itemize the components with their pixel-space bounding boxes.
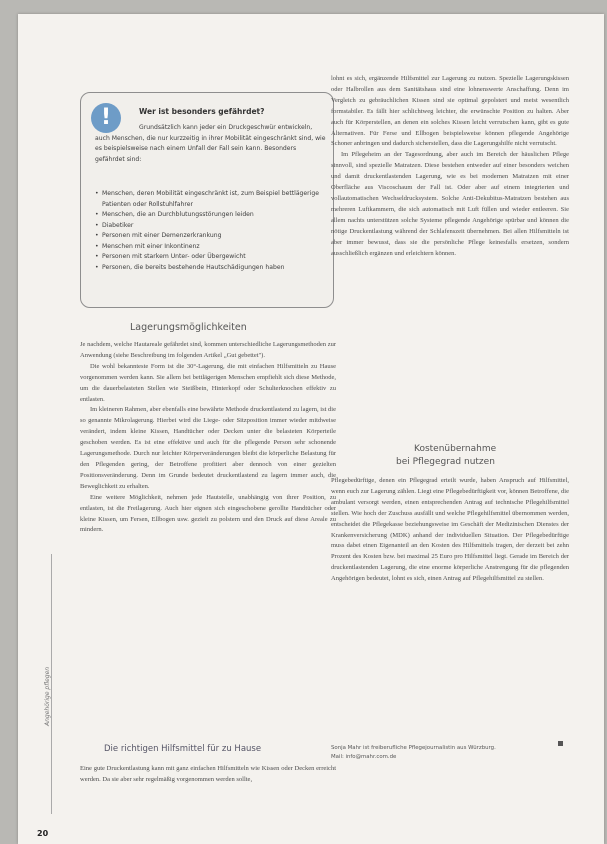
paragraph: Je nachdem, welche Hautareale gefährdet sind, kommen unterschiedliche Lagerungsmethoden zur Anwendung (siehe Beschreibung im folgenden Artikel „Gut gebettet").: [80, 341, 336, 359]
exclamation-icon: !: [91, 103, 121, 133]
sidebar-rule: [51, 554, 52, 814]
risk-list: [95, 189, 327, 273]
right-column-text: [331, 74, 569, 259]
paragraph: Eine weitere Möglichkeit, nehmen jede Hautstelle, unabhängig von ihrer Position, zu entlasten, ist die Freilagerung. Auch hier eignen sich eingeschobene gerollte Handtücher oder kleine Kissen, um Fersen, Ellbogen usw. gezielt zu polstern und den Druck auf diese Areale zu mindern.: [80, 493, 336, 534]
page-number: 20: [37, 829, 49, 838]
paragraph: Pflegebedürftige, denen ein Pflegegrad erteilt wurde, haben Anspruch auf Hilfsmittel, wenn euch zur Lagerung zählen. Liegt eine Pflegebedürftigkeit vor, können Betroffene, die ambulant versorgt werden, einen entsprechenden Antrag auf technische Pflegehilfsmittel stellen. Wie hoch der Zuschuss ausfällt und welche Pflegehilfsmittel übernommen werden, entscheidet die Pflegekasse beziehungsweise im Geschäft der Medizinischen Dienstes der Krankenversicherung (MDK) anhand der individuellen Situation. Der Pflegebedürftige muss dabei einen Eigenanteil an den Kosten des Hilfsmittels tragen, der derzeit bei zehn Prozent des Kosten bzw. bei maximal 25 Euro pro Hilfsmittel liegt. Gerade im Bereich der druckentlastenden Lagerung, die eine enorme körperliche Anstrengung für die pflegenden Angehörigen bedeutet, lohnt es sich, einen Antrag auf Pflegehilfsmittel zu stellen.: [331, 477, 569, 583]
paragraph: Im Pflegeheim an der Tagesordnung, aber auch im Bereich der häuslichen Pflege sinnvoll, sind spezielle Matratzen. Diese bestehen entweder auf einer besonders weichen und damit druckentlastenden Lagerung, wie es bei modernen Matratzen mit einer Oberfläche aus Viscoschaum der Fall ist. Oder aber auf einem integrierten und vollautomatischen Wechseldrucksystem. Solche Anti-Dekubitus-Matratzen bestehen aus mehreren Luftkammern, die sich automatisch mit Luft füllen und wieder entleeren. Sie allem nachts unterstützen solche Systeme pflegende Angehörige spürbar und können die nötige Druckentlastung während der Schlafenszeit übernehmen. Bei allen Hilfsmitteln ist aber immer bewusst, dass sie die persönliche Pflege keinesfalls ersetzen, sondern ausschließlich ergänzen und erleichtern können.: [331, 151, 569, 257]
section-heading-kosten-1: Kostenübernahme: [414, 444, 497, 454]
left-column-end-text: [80, 764, 336, 786]
end-mark: [558, 741, 563, 746]
right-column-cost-text: [331, 476, 569, 585]
list-item: • Personen, die bereits bestehende Hautschädigungen haben: [95, 263, 327, 274]
list-item: • Diabetiker: [95, 221, 327, 232]
section-heading-kosten-2: bei Pflegegrad nutzen: [396, 457, 495, 467]
section-heading-hilfsmittel: Die richtigen Hilfsmittel für zu Hause: [104, 744, 262, 754]
paragraph: Eine gute Druckentlastung kann mit ganz einfachen Hilfsmitteln wie Kissen oder Decken erreicht werden. Da sie aber sehr regelmäßig vorgenommen werden sollte,: [80, 765, 336, 783]
list-item: • Menschen, die an Durchblutungsstörungen leiden: [95, 210, 327, 221]
left-column-text: [80, 340, 336, 536]
section-heading-lagerung: Lagerungsmöglichkeiten: [130, 322, 247, 333]
list-item: • Menschen mit einer Inkontinenz: [95, 242, 327, 253]
info-box: [80, 92, 334, 308]
author-mail: Mail: info@mahr.com.de: [331, 753, 397, 760]
info-box-intro: Grundsätzlich kann jeder ein Druckgeschwür entwickeln, auch Menschen, die nur kurzzeitig in ihrer Mobilität eingeschränkt sind, wie es beispielsweise nach einem Unfall der Fall sein kann. Besonders gefährdet sind:: [95, 124, 326, 163]
author-note: [331, 744, 551, 761]
paragraph: Im kleineren Rahmen, aber ebenfalls eine bewährte Methode druckentlastend zu lagern, ist die so genannte Mikrolagerung. Hierbei wird die Liege- oder Sitzposition immer wieder mitdweise verändert, indem kleine Kissen, Handtücher oder Decken unter die belasteten Körperteile geschoben werden. Es ist eine effektive und auch für die pflegende Person sehr schonende Lagerungsmethode. Durch nur leichter Körperveränderungen bleibt die körperliche Belastung für den Pflegenden gering, der Betroffene profitiert aber dennoch von einer gezielten Positionsveränderung. Denn im Grunde bedeutet druckentlastend zu lagern immer auch, die Beweglichkeit zu erhalten.: [80, 406, 336, 490]
paragraph: lohnt es sich, ergänzende Hilfsmittel zur Lagerung zu nutzen. Spezielle Lagerungskissen oder Halbrollen aus dem Sanitätshaus sind eine lohnenswerte Anschaffung. Denn im Vergleich zu gebräuchlichen Kissen sind sie optimal gepolstert und meist wesentlich formstabiler. Es fällt hier schlichtweg leichter, die erwünschte Position zu halten. Aber auch für Körperstellen, an denen ein solches Kissen leicht verrutschen kann, gibt es gute Alternativen. Für Ferse und Ellbogen beispielsweise können pflegende Angehörige Schoner anbringen und dadurch sicherstellen, dass die Lagerungshilfe nicht verrutscht.: [331, 75, 569, 148]
magazine-page: [18, 14, 604, 844]
paragraph: Die wohl bekannteste Form ist die 30°-Lagerung, die mit einfachen Hilfsmitteln zu Hause vorgenommen werden kann. Sie allem bei bettlägerigen Menschen empfiehlt sich diese Methode, um die dauerbelasteten Stellen wie Steißbein, Hinterkopf oder Schulterknochen effektiv zu entlasten.: [80, 362, 336, 403]
author-line: Sonja Mahr ist freiberufliche Pflegejournalistin aus Würzburg.: [331, 745, 496, 751]
list-item: • Personen mit einer Demenzerkrankung: [95, 231, 327, 242]
section-label: Angehörige pflegen: [44, 666, 51, 726]
list-item: • Menschen, deren Mobilität eingeschränkt ist, zum Beispiel bettlägerige Patienten oder Rollstuhlfahrer: [95, 189, 327, 210]
list-item: • Personen mit starkem Unter- oder Übergewicht: [95, 252, 327, 263]
info-box-title: Wer ist besonders gefährdet?: [139, 107, 265, 116]
